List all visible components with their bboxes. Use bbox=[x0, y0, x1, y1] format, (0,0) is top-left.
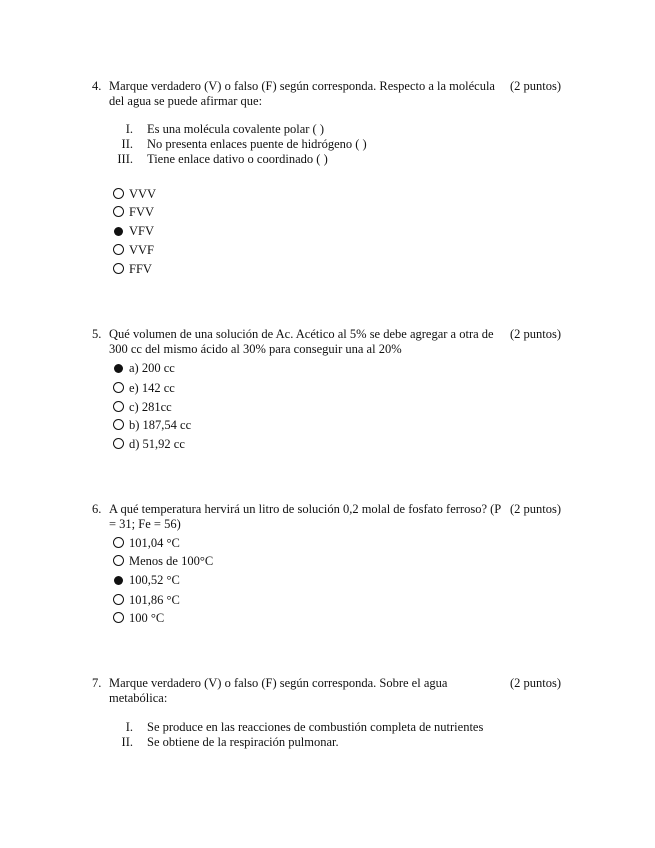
statement-numeral: III. bbox=[117, 152, 133, 166]
option-label: FVV bbox=[129, 205, 155, 219]
radio-button-selected[interactable] bbox=[114, 227, 123, 236]
statement-numeral: II. bbox=[121, 137, 133, 151]
statement-numeral: II. bbox=[121, 735, 133, 749]
question-number: 6. bbox=[92, 502, 102, 516]
statement-i bbox=[125, 122, 325, 137]
radio-button[interactable] bbox=[113, 555, 124, 566]
radio-button[interactable] bbox=[113, 419, 124, 430]
option-label: 101,86 °C bbox=[129, 593, 180, 607]
question-points: (2 puntos) bbox=[510, 676, 562, 690]
option-label: Menos de 100°C bbox=[129, 554, 214, 568]
question-points: (2 puntos) bbox=[510, 502, 562, 516]
statement-numeral: I. bbox=[125, 122, 133, 136]
statement-text: No presenta enlaces puente de hidrógeno ( ) bbox=[147, 137, 367, 151]
question-text: Marque verdadero (V) o falso (F) según corresponda. Sobre el agua metabólica: bbox=[109, 676, 448, 705]
option-label: c) 281cc bbox=[129, 400, 172, 414]
statement-i bbox=[125, 720, 484, 735]
option-label: 101,04 °C bbox=[129, 536, 180, 550]
statement-text: Se obtiene de la respiración pulmonar. bbox=[147, 735, 339, 749]
statement-ii bbox=[121, 735, 339, 750]
radio-button[interactable] bbox=[113, 594, 124, 605]
option-label: b) 187,54 cc bbox=[129, 418, 192, 432]
question-number: 4. bbox=[92, 79, 102, 93]
option-label: VVV bbox=[129, 187, 157, 201]
option-label: FFV bbox=[129, 262, 152, 276]
radio-button-selected[interactable] bbox=[114, 576, 123, 585]
radio-button[interactable] bbox=[113, 206, 124, 217]
question-text: A qué temperatura hervirá un litro de solución 0,2 molal de fosfato ferroso? (P = 31; Fe = 56) bbox=[109, 502, 501, 531]
question-text: Marque verdadero (V) o falso (F) según corresponda. Respecto a la molécula del agua se puede afirmar que: bbox=[109, 79, 495, 108]
radio-button[interactable] bbox=[113, 612, 124, 623]
radio-button[interactable] bbox=[113, 537, 124, 548]
statement-text: Se produce en las reacciones de combustión completa de nutrientes bbox=[147, 720, 484, 734]
question-number: 7. bbox=[92, 676, 102, 690]
option-label: a) 200 cc bbox=[129, 361, 175, 375]
question-points: (2 puntos) bbox=[510, 79, 562, 93]
question-text: Qué volumen de una solución de Ac. Acético al 5% se debe agregar a otra de 300 cc del mismo ácido al 30% para conseguir una al 20% bbox=[109, 327, 494, 356]
statement-ii bbox=[121, 137, 367, 152]
statement-numeral: I. bbox=[125, 720, 133, 734]
option-label: VVF bbox=[129, 243, 155, 257]
statement-text: Tiene enlace dativo o coordinado ( ) bbox=[147, 152, 328, 166]
radio-button[interactable] bbox=[113, 263, 124, 274]
option-label: e) 142 cc bbox=[129, 381, 175, 395]
option-label: 100,52 °C bbox=[129, 573, 180, 587]
radio-button[interactable] bbox=[113, 188, 124, 199]
radio-button[interactable] bbox=[113, 244, 124, 255]
radio-button[interactable] bbox=[113, 401, 124, 412]
radio-button[interactable] bbox=[113, 438, 124, 449]
option-label: 100 °C bbox=[129, 611, 165, 625]
question-number: 5. bbox=[92, 327, 102, 341]
option-label: VFV bbox=[129, 224, 155, 238]
option-label: d) 51,92 cc bbox=[129, 437, 185, 451]
statement-iii bbox=[117, 152, 328, 167]
radio-button-selected[interactable] bbox=[114, 364, 123, 373]
radio-button[interactable] bbox=[113, 382, 124, 393]
question-points: (2 puntos) bbox=[510, 327, 562, 341]
statement-text: Es una molécula covalente polar ( ) bbox=[147, 122, 325, 136]
